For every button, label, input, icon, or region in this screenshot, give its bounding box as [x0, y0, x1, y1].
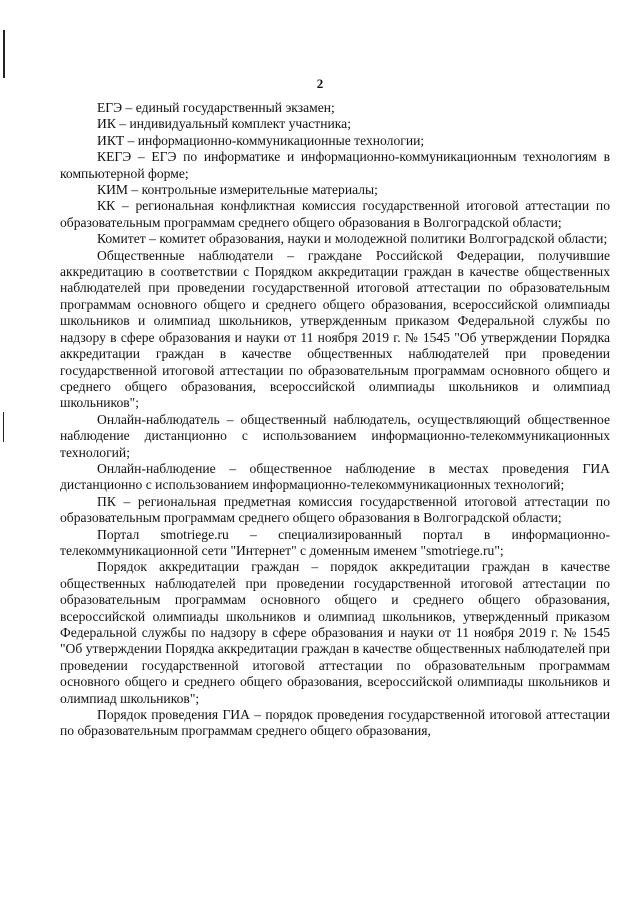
- definition-portal: Портал smotriege.ru – специализированный портал в информационно-телекоммуникационной сети "Интернет" с доменным именем "smotriege.ru";: [60, 526, 610, 558]
- definition-online-observer: Онлайн-наблюдатель – общественный наблюдатель, осуществляющий общественное наблюдение дистанционно с использованием информационно-телекоммуникационных технологий;: [60, 411, 610, 460]
- definition-online-observation: Онлайн-наблюдение – общественное наблюдение в местах проведения ГИА дистанционно с использованием информационно-телекоммуникационных технологий;: [60, 460, 610, 493]
- definition-committee: Комитет – комитет образования, науки и молодежной политики Волгоградской области;: [97, 231, 608, 247]
- definition-gia-procedure: Порядок проведения ГИА – порядок проведения государственной итоговой аттестации по образовательным программам среднего общего образования,: [60, 707, 610, 739]
- scan-edge-mark: [3, 412, 4, 442]
- document-body: [60, 100, 610, 740]
- definition-ik: ИК – индивидуальный комплект участника;: [97, 116, 351, 132]
- definition-kk: КК – региональная конфликтная комиссия государственной итоговой аттестации по образовательным программам среднего общего образования в Волгоградской области;: [60, 198, 610, 230]
- definition-pk: ПК – региональная предметная комиссия государственной итоговой аттестации по образовательным программам среднего общего образования в Волгоградской области;: [60, 493, 610, 526]
- page-number: 2: [316, 76, 324, 91]
- definition-accreditation-procedure: Порядок аккредитации граждан – порядок аккредитации граждан в качестве общественных наблюдателей при проведении государственной итоговой аттестации по образовательным программам основного общего и среднего общего образования, всероссийской олимпиады школьников и олимпиад школьников, утвержденный приказом Федеральной службы по надзору в сфере образования и науки от 11 ноября 2019 г. № 1545 "Об утверждении Порядка аккредитации граждан в качестве общественных наблюдателей при проведении государственной итоговой аттестации по образовательным программам основного общего и среднего общего образования, всероссийской олимпиады школьников и олимпиад школьников";: [60, 559, 610, 706]
- definition-public-observers: Общественные наблюдатели – граждане Российской Федерации, получившие аккредитацию в соответствии с Порядком аккредитации граждан в качестве общественных наблюдателей при проведении государственной итоговой аттестации по образовательным программам основного общего и среднего общего образования, всероссийской олимпиады школьников и олимпиад школьников, утвержденным приказом Федеральной службы по надзору в сфере образования и науки от 11 ноября 2019 г. № 1545 "Об утверждении Порядка аккредитации граждан в качестве общественных наблюдателей при проведении государственной итоговой аттестации по образовательным программам основного общего и среднего общего образования, всероссийской олимпиады школьников и олимпиад школьников";: [60, 247, 610, 411]
- definition-ikt: ИКТ – информационно-коммуникационные технологии;: [97, 132, 425, 148]
- definition-ege: ЕГЭ – единый государственный экзамен;: [97, 100, 335, 115]
- definition-kim: КИМ – контрольные измерительные материалы;: [97, 182, 378, 198]
- scan-edge-mark: [3, 30, 5, 78]
- definition-kege: КЕГЭ – ЕГЭ по информатике и информационно-коммуникационным технологиям в компьютерной форме;: [60, 149, 610, 181]
